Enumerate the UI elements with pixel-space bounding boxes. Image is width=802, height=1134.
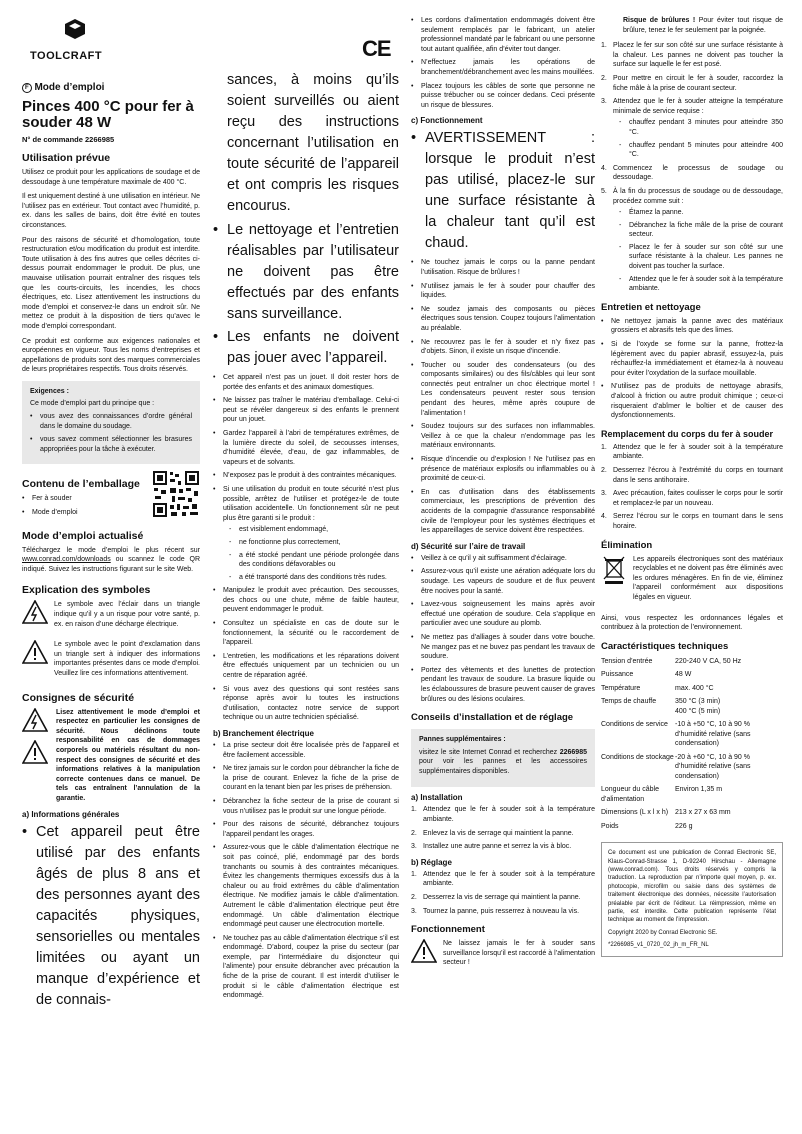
general-notice-continued bbox=[213, 70, 399, 369]
list-item: • N’utilisez pas de produits de nettoyage abrasifs, d’alcool à friction ou autre produit chimique ; ceux-ci risqueraient d’abîmer le boîtier et de causer des dysfonctionnements. bbox=[601, 382, 783, 420]
sub-list-item: - chauffez pendant 5 minutes pour atteindre 400 °C. bbox=[619, 141, 783, 160]
list-item: • Les cordons d’alimentation endommagés doivent être seulement remplacés par le fabricant, un atelier professionnel mandaté par le fabricant ou une personne tout autant qualifiée, afin d’éviter tout danger. bbox=[411, 16, 595, 54]
page-title: Pinces 400 °C pour fer à souder 48 W bbox=[22, 98, 194, 131]
spec-row bbox=[601, 719, 783, 752]
copyright: Copyright 2020 by Conrad Electronic SE. bbox=[608, 929, 718, 936]
list-item: • vous savez comment sélectionner les brasures appropriées pour la tâche à exécuter. bbox=[30, 435, 192, 454]
spec-value: -10 à +50 °C, 10 à 90 % d’humidité relative (sans condensation) bbox=[675, 721, 751, 748]
spec-label: Dimensions (L x l x h) bbox=[601, 809, 669, 817]
spec-label: Poids bbox=[601, 822, 619, 830]
column-2 bbox=[213, 70, 399, 1005]
brand-name: TOOLCRAFT bbox=[30, 50, 103, 62]
list-item: • Cet appareil n’est pas un jouet. Il doit rester hors de portée des enfants et des animaux domestiques. bbox=[213, 373, 399, 392]
operation-warning bbox=[411, 939, 595, 973]
list-item: • N’effectuez jamais les opérations de branchement/débranchement avec les mains mouillées. bbox=[411, 58, 595, 77]
list-item: • La prise secteur doit être localisée près de l’appareil et être facilement accessible. bbox=[213, 741, 399, 760]
adjust-subheading: b) Réglage bbox=[411, 857, 452, 867]
step-item: 5. À la fin du processus de soudage ou de dessoudage, procédez comme suit : - Étamez la panne. - Débranchez la fiche mâle de la prise de courant secteur. - Placez le fer à souder sur son côté sur une surface résistante à la chaleur. Les pannes ne doivent pas toucher la surface. - Attendez que le fer à souder soit à la température ambiante. bbox=[601, 187, 783, 294]
sub-list-item: - Étamez la panne. bbox=[619, 208, 783, 218]
list-item: • Fer à souder bbox=[22, 494, 200, 504]
list-item: • Pour des raisons de sécurité, débranchez toujours l’appareil pendant les orages. bbox=[213, 820, 399, 839]
safety-heading: Consignes de sécurité bbox=[22, 691, 135, 704]
requirements-intro: Ce mode d’emploi part du principe que : bbox=[30, 400, 155, 408]
symbols-heading: Explication des symboles bbox=[22, 584, 151, 597]
step-item: 1. Attendez que le fer à souder soit à la température ambiante. bbox=[411, 806, 595, 824]
list-item: • Placez toujours les câbles de sorte que personne ne puisse trébucher ou se coincer dedans. Ceci présente un risque de blessures. bbox=[411, 82, 595, 111]
usage-paragraph: Utilisez ce produit pour les applications de soudage et de dessoudage à une température maximale de 400 °C. bbox=[22, 169, 200, 186]
disposal-heading: Élimination bbox=[601, 539, 653, 551]
update-heading: Mode d’emploi actualisé bbox=[22, 529, 144, 542]
column-1 bbox=[22, 82, 200, 1013]
step-item: 3. Avec précaution, faites coulisser le corps pour le sortir et remplacez-le par un nouveau. bbox=[601, 490, 783, 507]
list-item: • Mode d’emploi bbox=[22, 508, 200, 518]
lightning-warning-icon bbox=[22, 708, 48, 732]
parts-heading: Pannes supplémentaires : bbox=[419, 736, 506, 744]
step-item: 3. Installez une autre panne et serrez la vis à bloc. bbox=[411, 843, 572, 851]
sub-list-item: - est visiblement endommagé, bbox=[229, 525, 399, 535]
step-item: 2. Desserrez la vis de serrage qui maintient la panne. bbox=[411, 894, 581, 902]
list-item: • Si une utilisation du produit en toute sécurité n’est plus possible, arrêtez de l’utiliser et protégez-le de toute utilisation accidentelle. Un fonctionnement sûr ne peut plus être garanti si le produit : - est visiblement endommagé, - ne fonctionne plus correctement, - a été stocké pendant une période prolongée dans des conditions défavorables ou - a été transporté dans des conditions très rudes. bbox=[213, 485, 399, 582]
disposal-text: Les appareils électroniques sont des matériaux recyclables et ne doivent pas être éliminés avec les ordures ménagères. En fin de vie, éliminez l’appareil conformément aux dispositions légales en vigueur. bbox=[633, 555, 783, 601]
imprint-box bbox=[601, 842, 783, 956]
column-4 bbox=[601, 16, 783, 957]
installation-heading: Conseils d’installation et de réglage bbox=[411, 712, 574, 724]
exclamation-warning-icon bbox=[411, 939, 437, 963]
specs-table bbox=[601, 656, 783, 835]
usage-heading: Utilisation prévue bbox=[22, 152, 111, 164]
spec-value: 226 g bbox=[675, 822, 693, 830]
spec-label: Tension d’entrée bbox=[601, 657, 653, 665]
symbol-description: Le symbole avec le point d’exclamation dans un triangle sert à indiquer des informations importantes présentes dans ce mode d’emploi. Veuillez lire ces informations attentivement. bbox=[54, 641, 200, 677]
burn-warning: Risque de brûlures ! Pour éviter tout risque de brûlure, tenez le fer seulement par la poignée. bbox=[623, 17, 783, 34]
spec-row bbox=[601, 807, 783, 821]
continued-text: sances, à moins qu’ils soient surveillés ou aient reçu des instructions concernant l’utilisation en toute sécurité de l’appareil et ont compris les risques encourus. bbox=[227, 72, 399, 214]
step-item: 4. Commencez le processus de soudage ou dessoudage. bbox=[601, 164, 783, 182]
list-item: • Ne mettez pas d’alliages à souder dans votre bouche. Ne mangez pas et ne buvez pas pendant les travaux de soudure. bbox=[411, 633, 595, 662]
spec-value: max. 400 °C bbox=[675, 684, 714, 692]
spec-label: Puissance bbox=[601, 671, 634, 679]
list-item: • En cas d’utilisation dans des établissements commerciaux, les prescriptions de prévention des accidents de la compagnie d’assurance responsabilité civile de l’employeur pour les systèmes électriques et les appareillages de service doivent être respectées. bbox=[411, 488, 595, 536]
list-item: • Ne recouvrez pas le fer à souder et n’y fixez pas d’objets. Sinon, il existe un risque d’incendie. bbox=[411, 338, 595, 357]
spec-row bbox=[601, 656, 783, 670]
disposal-block bbox=[601, 555, 783, 608]
list-item: • Ne touchez pas au câble d’alimentation électrique s’il est endommagé. D’abord, coupez la prise du secteur (par exemple, par l’intermédiaire du disjoncteur qui l’alimente) pour ensuite débrancher avec précaution la fiche de la prise de courant. Il est interdit d’utiliser le produit si le câble d’alimentation électrique est endommagé. bbox=[213, 934, 399, 1001]
spec-label: Conditions de service bbox=[601, 721, 668, 729]
language-badge: F bbox=[22, 83, 32, 93]
general-notice bbox=[22, 822, 200, 1011]
spec-row bbox=[601, 669, 783, 683]
sub-list-item: - chauffez pendant 3 minutes pour atteindre 350 °C. bbox=[619, 118, 783, 137]
step-item: 2. Enlevez la vis de serrage qui maintient la panne. bbox=[411, 829, 574, 837]
spec-label: Température bbox=[601, 684, 641, 692]
list-item: • Ne tirez jamais sur le cordon pour débrancher la fiche de la prise de courant. Enlevez la fiche de la prise de courant en la tenant bien par les prises de préhension. bbox=[213, 764, 399, 793]
parts-box bbox=[411, 729, 595, 787]
symbol-row bbox=[22, 640, 200, 683]
symbol-row bbox=[22, 600, 200, 634]
crossed-bin-icon bbox=[601, 555, 627, 585]
exclamation-warning-icon bbox=[22, 640, 48, 664]
step-item: 1. Placez le fer sur son côté sur une surface résistante à la chaleur. Les pannes ne doivent pas toucher la surface sur laquelle le fer est posé. bbox=[601, 42, 783, 69]
list-item: • Gardez l’appareil à l’abri de températures extrêmes, de la lumière directe du soleil, de secousses intenses, d’humidité élevée, d’eau, de gaz inflammables, de vapeurs et de solvants. bbox=[213, 429, 399, 467]
step-item: 2. Pour mettre en circuit le fer à souder, raccordez la fiche mâle à la prise de courant secteur. bbox=[601, 74, 783, 92]
document-code: *2266985_v1_0720_02_jh_m_FR_NL bbox=[608, 942, 709, 949]
specs-heading: Caractéristiques techniques bbox=[601, 640, 729, 652]
list-item: • Toucher ou souder des condensateurs (ou des composants similaires) ou des fils/câbles qui leur sont connectés peut entraîner un choc électrique mortel ! Les condensateurs peuvent rester sous tension pendant des heures, même après coupure de l’alimentation ! bbox=[411, 361, 595, 419]
exclamation-warning-icon bbox=[22, 740, 48, 764]
requirements-box bbox=[22, 381, 200, 465]
spec-value: Environ 1,35 m bbox=[675, 786, 723, 794]
list-item: • Veillez à ce qu’il y ait suffisamment d’éclairage. bbox=[411, 554, 595, 564]
electrical-heading: b) Branchement électrique bbox=[213, 729, 314, 738]
list-item: • Ne nettoyez jamais la panne avec des matériaux grossiers et abrasifs tels que des limes. bbox=[601, 317, 783, 336]
package-section bbox=[22, 470, 200, 521]
list-item: • Ne laissez pas traîner le matériau d’emballage. Celui-ci peut se révéler dangereux si des enfants le prennent pour un jouet. bbox=[213, 396, 399, 425]
sub-list-item: - Attendez que le fer à souder soit à la température ambiante. bbox=[619, 275, 783, 294]
ce-mark: CE bbox=[362, 36, 391, 61]
list-item: • Portez des vêtements et des lunettes de protection pendant les travaux de soudure. La brasure liquide ou les éclaboussures de brasure peuvent causer de graves brûlures ou des lésions oculaires. bbox=[411, 666, 595, 704]
sub-list-item: - a été transporté dans des conditions très rudes. bbox=[229, 573, 399, 583]
general-heading: a) Informations générales bbox=[22, 809, 120, 819]
spec-label: Conditions de stockage bbox=[601, 753, 674, 761]
list-item: • N’utilisez jamais le fer à souder pour chauffer des liquides. bbox=[411, 282, 595, 301]
downloads-link[interactable]: www.conrad.com/downloads bbox=[22, 556, 111, 564]
list-item: • Risque d’incendie ou d’explosion ! Ne l’utilisez pas en présence de matériaux explosifs ou inflammables ou à proximité de ceux-ci. bbox=[411, 455, 595, 484]
lightning-warning-icon bbox=[22, 600, 48, 624]
column-3 bbox=[411, 16, 595, 979]
warning-notice bbox=[411, 128, 595, 254]
list-item: • N’exposez pas le produit à des contraintes mécaniques. bbox=[213, 471, 399, 481]
list-item: • Consultez un spécialiste en cas de doute sur le fonctionnement, la sécurité ou le raccordement de l’appareil. bbox=[213, 619, 399, 648]
spec-label: Longueur du câble d’alimentation bbox=[601, 786, 659, 803]
list-item: • AVERTISSEMENT : lorsque le produit n’est pas utilisé, placez-le sur une surface résistante à la chaleur tant qu’il est chaud. bbox=[411, 128, 595, 254]
operation-heading: c) Fonctionnement bbox=[411, 116, 483, 126]
list-item: • Ne touchez jamais le corps ou la panne pendant l’utilisation. Risque de brûlures ! bbox=[411, 258, 595, 277]
package-heading: Contenu de l’emballage bbox=[22, 478, 140, 491]
list-item: • Manipulez le produit avec précaution. Des secousses, des chocs ou une chute, même de faible hauteur, peuvent endommager le produit. bbox=[213, 586, 399, 615]
list-item: • vous avez des connaissances d’ordre général dans le domaine du soudage. bbox=[30, 412, 192, 431]
sub-list-item: - Débranchez la fiche mâle de la prise de courant secteur. bbox=[619, 221, 783, 240]
step-item: 1. Attendez que le fer à souder soit à la température ambiante. bbox=[411, 870, 595, 888]
order-number: N° de commande 2266985 bbox=[22, 135, 115, 144]
mode-heading bbox=[22, 82, 200, 93]
spec-value: -20 à +60 °C, 10 à 90 % d’humidité relative (sans condensation) bbox=[675, 753, 751, 780]
list-item: • Les enfants ne doivent pas jouer avec l’appareil. bbox=[213, 327, 399, 369]
step-item: 2. Desserrez l’écrou à l’extrémité du corps en tournant dans le sens antihoraire. bbox=[601, 466, 783, 484]
install-subheading: a) Installation bbox=[411, 793, 463, 803]
list-item: • Débranchez la fiche secteur de la prise de courant si vous n’utilisez pas le produit sur une longue période. bbox=[213, 797, 399, 816]
list-item: • Assurez-vous que le câble d’alimentation électrique ne soit pas coincé, plié, endommagé par des bords tranchants ou soumis à des contraintes mécaniques. Évitez les changements thermiques excessifs dus à la chaleur ou au froid extrêmes du câble d’alimentation électrique. Ne modifiez jamais le câble d’alimentation. Autrement le câble d’alimentation électrique peut être endommagé. Un câble d’alimentation électrique endommagé peut causer une électrocution mortelle. bbox=[213, 843, 399, 929]
spec-value: 220-240 V CA, 50 Hz bbox=[675, 657, 742, 665]
step-item: 3. Tournez la panne, puis resserrez à nouveau la vis. bbox=[411, 907, 580, 915]
spec-row bbox=[601, 821, 783, 835]
list-item: • Lavez-vous soigneusement les mains après avoir effectué une opération de soudure. Cela s’applique en particulier avec une soudure au plomb. bbox=[411, 600, 595, 629]
safety-block bbox=[22, 708, 200, 804]
update-paragraph: Téléchargez le mode d’emploi le plus récent sur www.conrad.com/downloads ou scannez le code QR indiqué. Suivez les instructions figurant sur le site Web. bbox=[22, 546, 200, 573]
safety-notice: Lisez attentivement le mode d’emploi et respectez en particulier les consignes de sécurité. Nous déclinons toute responsabilité en cas de dommages corporels ou matériels résultant du non-respect des consignes de sécurité et des informations relatives à la manipulation correcte contenues dans ce manuel. De tels cas entraînent l’annulation de la garantie. bbox=[56, 708, 200, 802]
operation-warning-text: Ne laissez jamais le fer à souder sans surveillance lorsqu’il est raccordé à l’alimentation secteur ! bbox=[443, 940, 595, 967]
parts-text: visitez le site Internet Conrad et recherchez 2266985 pour voir les pannes et les accessoires supplémentaires disponibles. bbox=[419, 748, 587, 775]
step-item: 4. Serrez l’écrou sur le corps en tournant dans le sens horaire. bbox=[601, 513, 783, 530]
usage-paragraph: Il est uniquement destiné à une utilisation en intérieur. Ne l’utilisez pas en extérieur. Tout contact avec l’humidité, p. ex. dans les salles de bains, doit être évité en toutes circonstances. bbox=[22, 193, 200, 229]
step-item: 1. Attendez que le fer à souder soit à la température ambiante. bbox=[601, 443, 783, 461]
list-item: • Cet appareil peut être utilisé par des enfants âgés de plus 8 ans et des personnes ayant des capacités physiques, sensorielles ou mentales limitées ou ayant un manque d’expérience et de connais- bbox=[22, 822, 200, 1011]
list-item: • Si de l’oxyde se forme sur la panne, frottez-la légèrement avec du papier abrasif, essuyez-la, puis réchauffez-la immédiatement et étamez-la à nouveau pour éviter l’oxydation de la surface mouillable. bbox=[601, 340, 783, 378]
disposal-text: Ainsi, vous respectez les ordonnances légales et contribuez à la protection de l’environnement. bbox=[601, 614, 783, 632]
workplace-heading: d) Sécurité sur l’aire de travail bbox=[411, 541, 526, 551]
sub-list-item: - ne fonctionne plus correctement, bbox=[229, 538, 399, 548]
toolcraft-logo-icon bbox=[64, 18, 86, 40]
imprint-text: Ce document est une publication de Conrad Electronic SE, Klaus-Conrad-Strasse 1, D-92240 Hirschau - Allemagne (www.conrad.com). Tous droits réservés y compris la traduction. La reproduction par n’importe quel moyen, p. ex. photocopie, microfilm ou saisie dans des systèmes de traitement électronique des données, nécessite l’autorisation préalable par écrit de l’éditeur. La réimpression, même en partie, est interdite. Cette publication représente l’état technique au moment de l’impression. bbox=[608, 850, 776, 924]
spec-label: Temps de chauffe bbox=[601, 698, 657, 706]
spec-row bbox=[601, 752, 783, 785]
usage-paragraph: Ce produit est conforme aux exigences nationales et européennes en vigueur. Tous les noms d’entreprises et appellations de produits sont des marques commerciales de leurs propriétaires respectifs. Tous droits réservés. bbox=[22, 337, 200, 374]
list-item: • Assurez-vous qu’il existe une aération adéquate lors du soudage. Les vapeurs de soudure et de flux peuvent être nocives pour la santé. bbox=[411, 567, 595, 596]
list-item: • Soudez toujours sur des surfaces non inflammables. Veillez à ce que la chaleur n’endommage pas les matériaux environnants. bbox=[411, 422, 595, 451]
spec-row bbox=[601, 696, 783, 719]
step-item: 3. Attendez que le fer à souder atteigne la température minimale de service requise : - chauffez pendant 3 minutes pour atteindre 350 °C. - chauffez pendant 5 minutes pour atteindre 400 °C. bbox=[601, 97, 783, 160]
sub-list-item: - a été stocké pendant une période prolongée dans des conditions défavorables ou bbox=[229, 551, 399, 570]
mode-label: Mode d’emploi bbox=[34, 82, 105, 93]
requirements-heading: Exigences : bbox=[30, 387, 69, 395]
symbol-description: Le symbole avec l’éclair dans un triangle indique qu’il y a un risque pour votre santé, p. ex. en raison d’une décharge électrique. bbox=[54, 601, 200, 628]
spec-row bbox=[601, 784, 783, 807]
list-item: • Le nettoyage et l’entretien réalisables par l’utilisateur ne doivent pas être effectués par des enfants sans surveillance. bbox=[213, 220, 399, 325]
list-item: • Si vous avez des questions qui sont restées sans réponse après avoir lu toutes les instructions d’utilisation, contactez notre service de support technique ou un autre technicien spécialisé. bbox=[213, 685, 399, 723]
usage-paragraph: Pour des raisons de sécurité et d’homologation, toute restructuration et/ou modification du produit est interdite. Toute utilisation à des fins autres que celles décrites ci-dessus pourrait endommager le produit. De plus, une mauvaise utilisation pourrait entraîner des risques tels que les courts-circuits, les incendies, les chocs électriques, etc. Lisez attentivement les instructions du mode d’emploi et conservez-le dans un endroit sûr. Ne mettez ce produit à la disposition de tiers qu’avec le mode d’emploi correspondant. bbox=[22, 236, 200, 330]
parts-code: 2266985 bbox=[559, 748, 587, 756]
list-item: • Ne soudez jamais des composants ou pièces électriques sous tension. Coupez toujours l’alimentation au préalable. bbox=[411, 305, 595, 334]
replacement-heading: Remplacement du corps du fer à souder bbox=[601, 428, 774, 439]
operation-main-heading: Fonctionnement bbox=[411, 924, 485, 936]
spec-row bbox=[601, 683, 783, 697]
sub-list-item: - Placez le fer à souder sur son côté sur une surface résistante à la chaleur. Les pannes ne doivent pas toucher la surface. bbox=[619, 243, 783, 272]
list-item: • L’entretien, les modifications et les réparations doivent être effectués uniquement par un technicien ou un centre de réparation agréé. bbox=[213, 652, 399, 681]
spec-value: 213 x 27 x 63 mm bbox=[675, 809, 731, 817]
maintenance-heading: Entretien et nettoyage bbox=[601, 301, 701, 313]
spec-value: 48 W bbox=[675, 671, 692, 679]
spec-value: 350 °C (3 min) 400 °C (5 min) bbox=[675, 698, 721, 715]
